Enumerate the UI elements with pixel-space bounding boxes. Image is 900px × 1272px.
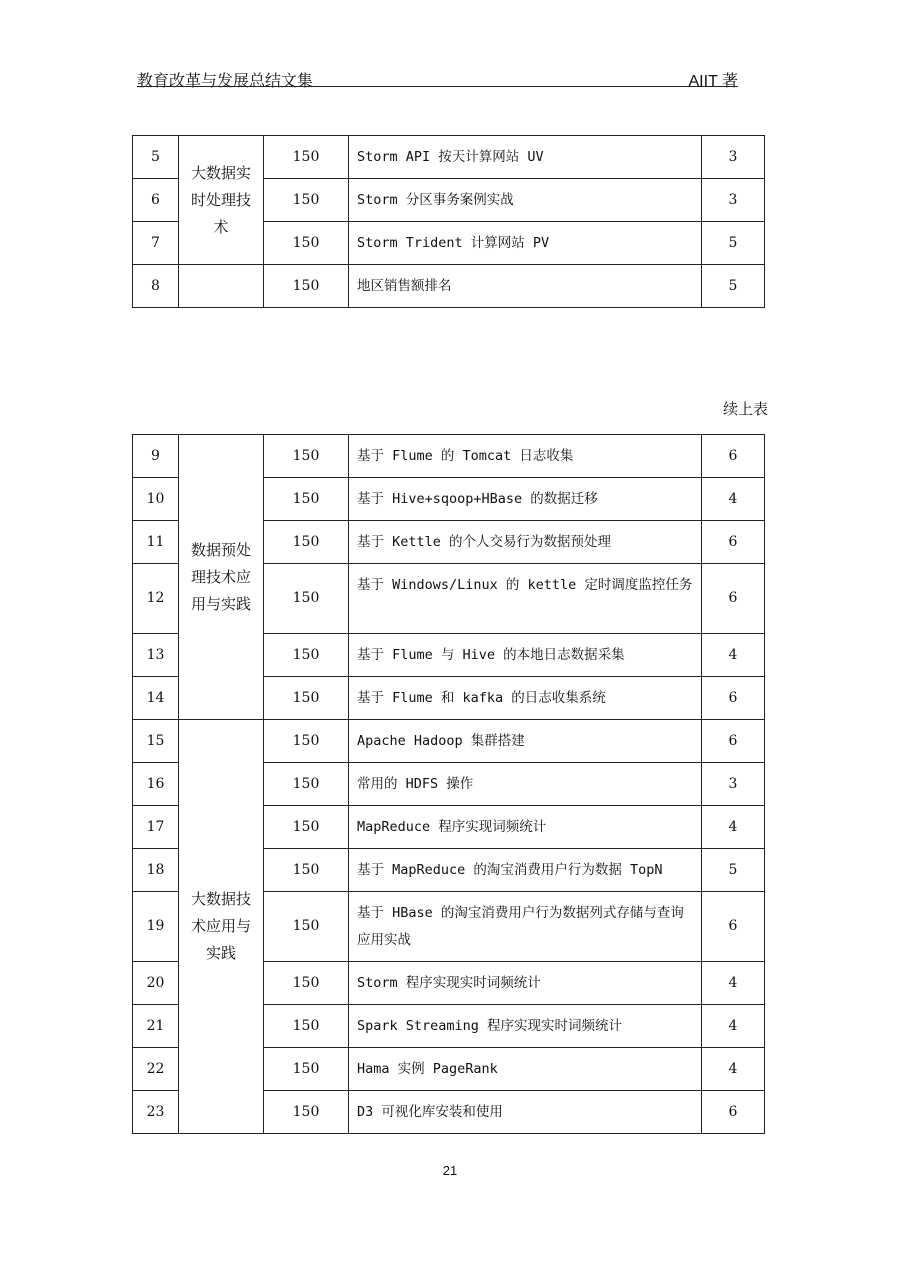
cell-number: 15 <box>133 720 179 763</box>
cell-number: 22 <box>133 1048 179 1091</box>
cell-experiment-title: 基于 MapReduce 的淘宝消费用户行为数据 TopN <box>349 849 702 892</box>
cell-credit: 4 <box>702 634 765 677</box>
cell-number: 19 <box>133 892 179 962</box>
cell-credit: 6 <box>702 1091 765 1134</box>
cell-experiment-title: 基于 Flume 和 kafka 的日志收集系统 <box>349 677 702 720</box>
course-name-text: 数据预处理技术应用与实践 <box>190 540 251 613</box>
cell-hours: 150 <box>264 763 349 806</box>
cell-credit: 4 <box>702 1048 765 1091</box>
cell-hours: 150 <box>264 1048 349 1091</box>
course-name-text: 大数据实时处理技术 <box>190 163 251 236</box>
cell-number: 20 <box>133 962 179 1005</box>
cell-number: 12 <box>133 564 179 634</box>
cell-hours: 150 <box>264 521 349 564</box>
cell-hours: 150 <box>264 892 349 962</box>
cell-credit: 5 <box>702 222 765 265</box>
cell-experiment-title: MapReduce 程序实现词频统计 <box>349 806 702 849</box>
cell-credit: 4 <box>702 806 765 849</box>
cell-experiment-title: 基于 HBase 的淘宝消费用户行为数据列式存储与查询应用实战 <box>349 892 702 962</box>
cell-number: 7 <box>133 222 179 265</box>
table-row <box>133 136 765 179</box>
cell-credit: 5 <box>702 849 765 892</box>
cell-credit: 6 <box>702 435 765 478</box>
cell-hours: 150 <box>264 478 349 521</box>
cell-course-name <box>179 136 264 265</box>
cell-hours: 150 <box>264 435 349 478</box>
cell-experiment-title: 基于 Kettle 的个人交易行为数据预处理 <box>349 521 702 564</box>
cell-credit: 6 <box>702 720 765 763</box>
cell-credit: 5 <box>702 265 765 308</box>
cell-hours: 150 <box>264 222 349 265</box>
cell-experiment-title: 基于 Windows/Linux 的 kettle 定时调度监控任务 <box>349 564 702 634</box>
cell-experiment-title: Apache Hadoop 集群搭建 <box>349 720 702 763</box>
cell-experiment-title: Storm API 按天计算网站 UV <box>349 136 702 179</box>
cell-credit: 3 <box>702 136 765 179</box>
cell-experiment-title: 基于 Flume 与 Hive 的本地日志数据采集 <box>349 634 702 677</box>
cell-credit: 4 <box>702 1005 765 1048</box>
cell-credit: 3 <box>702 763 765 806</box>
cell-number: 23 <box>133 1091 179 1134</box>
cell-experiment-title: Spark Streaming 程序实现实时词频统计 <box>349 1005 702 1048</box>
cell-number: 17 <box>133 806 179 849</box>
cell-experiment-title: 地区销售额排名 <box>349 265 702 308</box>
cell-experiment-title: D3 可视化库安装和使用 <box>349 1091 702 1134</box>
cell-number: 9 <box>133 435 179 478</box>
cell-number: 6 <box>133 179 179 222</box>
cell-experiment-title: 基于 Flume 的 Tomcat 日志收集 <box>349 435 702 478</box>
cell-course-name <box>179 265 264 308</box>
course-name-text: 大数据技术应用与实践 <box>190 890 251 962</box>
cell-hours: 150 <box>264 564 349 634</box>
cell-hours: 150 <box>264 1091 349 1134</box>
cell-credit: 6 <box>702 892 765 962</box>
cell-number: 14 <box>133 677 179 720</box>
table-row <box>133 265 765 308</box>
cell-experiment-title: 常用的 HDFS 操作 <box>349 763 702 806</box>
cell-hours: 150 <box>264 720 349 763</box>
cell-hours: 150 <box>264 1005 349 1048</box>
cell-credit: 3 <box>702 179 765 222</box>
cell-credit: 6 <box>702 564 765 634</box>
cell-hours: 150 <box>264 849 349 892</box>
cell-experiment-title: Storm 分区事务案例实战 <box>349 179 702 222</box>
header-rule <box>137 86 738 87</box>
cell-hours: 150 <box>264 634 349 677</box>
cell-hours: 150 <box>264 962 349 1005</box>
cell-experiment-title: Storm 程序实现实时词频统计 <box>349 962 702 1005</box>
course-table-part-1 <box>132 135 765 308</box>
table-row <box>133 720 765 763</box>
cell-number: 16 <box>133 763 179 806</box>
cell-credit: 6 <box>702 521 765 564</box>
page-number: 21 <box>442 1163 458 1178</box>
cell-number: 10 <box>133 478 179 521</box>
cell-experiment-title: Hama 实例 PageRank <box>349 1048 702 1091</box>
cell-credit: 4 <box>702 478 765 521</box>
continuation-label: 续上表 <box>722 400 768 418</box>
cell-number: 11 <box>133 521 179 564</box>
cell-credit: 6 <box>702 677 765 720</box>
cell-experiment-title: 基于 Hive+sqoop+HBase 的数据迁移 <box>349 478 702 521</box>
cell-hours: 150 <box>264 179 349 222</box>
cell-credit: 4 <box>702 962 765 1005</box>
cell-number: 13 <box>133 634 179 677</box>
cell-hours: 150 <box>264 677 349 720</box>
cell-hours: 150 <box>264 806 349 849</box>
cell-number: 5 <box>133 136 179 179</box>
header-title: 教育改革与发展总结文集 <box>137 71 314 90</box>
course-table-part-2 <box>132 434 765 1134</box>
cell-experiment-title: Storm Trident 计算网站 PV <box>349 222 702 265</box>
cell-number: 21 <box>133 1005 179 1048</box>
cell-number: 18 <box>133 849 179 892</box>
cell-number: 8 <box>133 265 179 308</box>
cell-hours: 150 <box>264 136 349 179</box>
cell-hours: 150 <box>264 265 349 308</box>
header-author: AIIT 著 <box>688 73 738 90</box>
cell-course-name <box>179 435 264 720</box>
cell-course-name <box>179 720 264 1134</box>
table-row <box>133 435 765 478</box>
